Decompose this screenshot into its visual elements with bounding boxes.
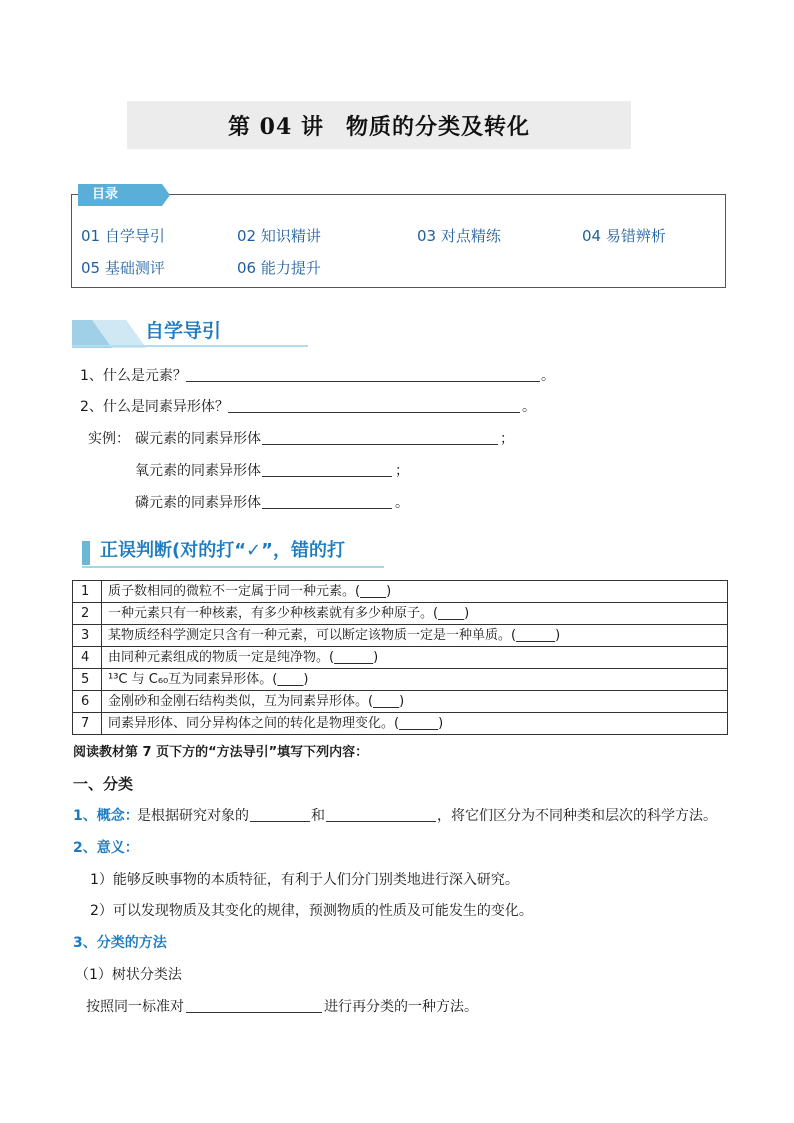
tree-text-a: 按照同一标准对 [86,999,184,1015]
answer-blank-carbon[interactable] [262,444,498,445]
table-row [73,691,728,713]
question-2: 2、什么是同素异形体？ [80,399,229,415]
table-row [73,647,728,669]
answer-blank-concept-1[interactable] [250,821,310,822]
table-row [73,603,728,625]
row-statement: ¹³C 与 C₆₀互为同素异形体。(____) [102,669,728,691]
question-1: 1、什么是元素？ [80,368,187,384]
row-number: 7 [73,713,102,735]
concept-text-a: 是根据研究对象的 [137,808,249,824]
toc-item-1[interactable]: 01 自学导引 [81,227,165,245]
method-label: 3、分类的方法 [73,935,167,951]
heading-classification: 一、分类 [73,775,134,793]
toc-tab-label: 目录 [92,187,119,202]
answer-blank-oxygen[interactable] [262,476,392,477]
answer-blank-concept-2[interactable] [326,821,436,822]
section-title-self-study: 自学导引 [145,320,222,342]
concept-text-c: ，将它们区分为不同种类和层次的科学方法。 [437,808,717,824]
toc-item-6[interactable]: 06 能力提升 [237,259,321,277]
toc-item-4[interactable]: 04 易错辨析 [582,227,666,245]
question-1-end: 。 [541,368,555,384]
row-statement: 同素异形体、同分异构体之间的转化是物理变化。(______) [102,713,728,735]
toc-item-3[interactable]: 03 对点精练 [417,227,501,245]
answer-blank-2[interactable] [228,412,520,413]
title-lesson-number: 第 04 讲 [228,113,324,140]
concept-text-b: 和 [311,808,325,824]
page-title [127,101,631,149]
example-phosphorus: 磷元素的同素异形体 [135,495,261,511]
example-carbon-end: ； [500,431,514,447]
row-statement: 金刚砂和金刚石结构类似，互为同素异形体。(____) [102,691,728,713]
tree-text-b: 进行再分类的一种方法。 [324,999,478,1015]
toc-item-2[interactable]: 02 知识精讲 [237,227,321,245]
answer-blank-1[interactable] [186,381,540,382]
answer-blank-phosphorus[interactable] [262,508,392,509]
reading-intro: 阅读教材第 7 页下方的“方法导引”填写下列内容： [73,745,369,760]
example-carbon: 碳元素的同素异形体 [135,431,261,447]
row-number: 6 [73,691,102,713]
question-2-end: 。 [522,399,536,415]
table-row [73,581,728,603]
concept-label: 1、概念： [73,808,139,824]
judge-accent-bar [82,541,90,565]
meaning-label: 2、意义： [73,840,139,856]
row-statement: 由同种元素组成的物质一定是纯净物。(______) [102,647,728,669]
row-number: 4 [73,647,102,669]
table-row [73,713,728,735]
example-oxygen-end: ； [395,463,409,479]
meaning-2: 2）可以发现物质及其变化的规律，预测物质的性质及可能发生的变化。 [90,903,533,919]
title-topic: 物质的分类及转化 [345,113,530,140]
row-statement: 质子数相同的微粒不一定属于同一种元素。(____) [102,581,728,603]
judge-table [72,580,728,735]
table-row [73,625,728,647]
tree-method-label: （1）树状分类法 [75,967,182,983]
meaning-1: 1）能够反映事物的本质特征，有利于人们分门别类地进行深入研究。 [90,872,519,888]
row-number: 5 [73,669,102,691]
row-statement: 一种元素只有一种核素，有多少种核素就有多少种原子。(____) [102,603,728,625]
toc-item-5[interactable]: 05 基础测评 [81,259,165,277]
table-row [73,669,728,691]
judge-underline [82,566,384,568]
example-oxygen: 氧元素的同素异形体 [135,463,261,479]
row-statement: 某物质经科学测定只含有一种元素，可以断定该物质一定是一种单质。(______) [102,625,728,647]
row-number: 1 [73,581,102,603]
answer-blank-tree[interactable] [186,1012,322,1013]
example-label: 实例： [88,431,130,447]
example-phosphorus-end: 。 [395,495,409,511]
row-number: 2 [73,603,102,625]
judge-title: 正误判断(对的打“✓”，错的打 [100,540,345,561]
row-number: 3 [73,625,102,647]
